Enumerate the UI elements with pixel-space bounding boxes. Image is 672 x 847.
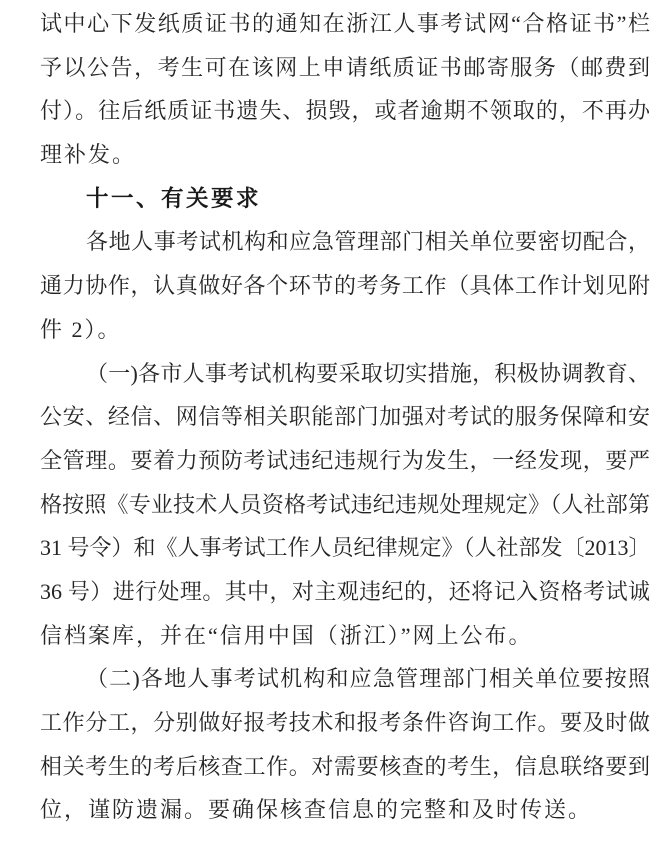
text-line: 付）。往后纸质证书遗失、损毁，或者逾期不领取的，不再办: [40, 98, 650, 124]
text-line: 36 号）进行处理。其中，对主观违纪的，还将记入资格考试诚: [40, 578, 650, 604]
text-line: 31 号令）和《人事考试工作人员纪律规定》（人社部发〔2013〕: [40, 535, 651, 561]
text-line: 位，谨防遗漏。要确保核查信息的完整和及时传送。: [40, 797, 593, 823]
text-line: 各地人事考试机构和应急管理部门相关单位要密切配合，: [86, 229, 650, 255]
text-line: 公安、经信、网信等相关职能部门加强对考试的服务保障和安: [40, 404, 650, 430]
text-line: 予以公告，考生可在该网上申请纸质证书邮寄服务（邮费到: [40, 54, 650, 80]
text-line: 通力协作，认真做好各个环节的考务工作（具体工作计划见附: [40, 273, 650, 299]
text-line: 全管理。要着力预防考试违纪违规行为发生，一经发现，要严: [40, 447, 650, 473]
text-line: （一)各市人事考试机构要采取切实措施，积极协调教育、: [86, 360, 650, 386]
section-heading: 十一、有关要求: [86, 185, 262, 211]
text-line: 理补发。: [40, 142, 137, 168]
text-line: 试中心下发纸质证书的通知在浙江人事考试网“合格证书”栏: [40, 11, 650, 36]
text-line: 信档案库，并在“信用中国（浙江）”网上公布。: [40, 622, 533, 648]
text-line: （二)各地人事考试机构和应急管理部门相关单位要按照: [86, 666, 650, 692]
text-line: 件 2）。: [40, 316, 122, 342]
text-line: 相关考生的考后核查工作。对需要核查的考生，信息联络要到: [40, 753, 650, 779]
text-line: 工作分工，分别做好报考技术和报考条件咨询工作。要及时做: [40, 710, 650, 735]
text-line: 格按照《专业技术人员资格考试违纪违规处理规定》（人社部第: [40, 491, 650, 517]
